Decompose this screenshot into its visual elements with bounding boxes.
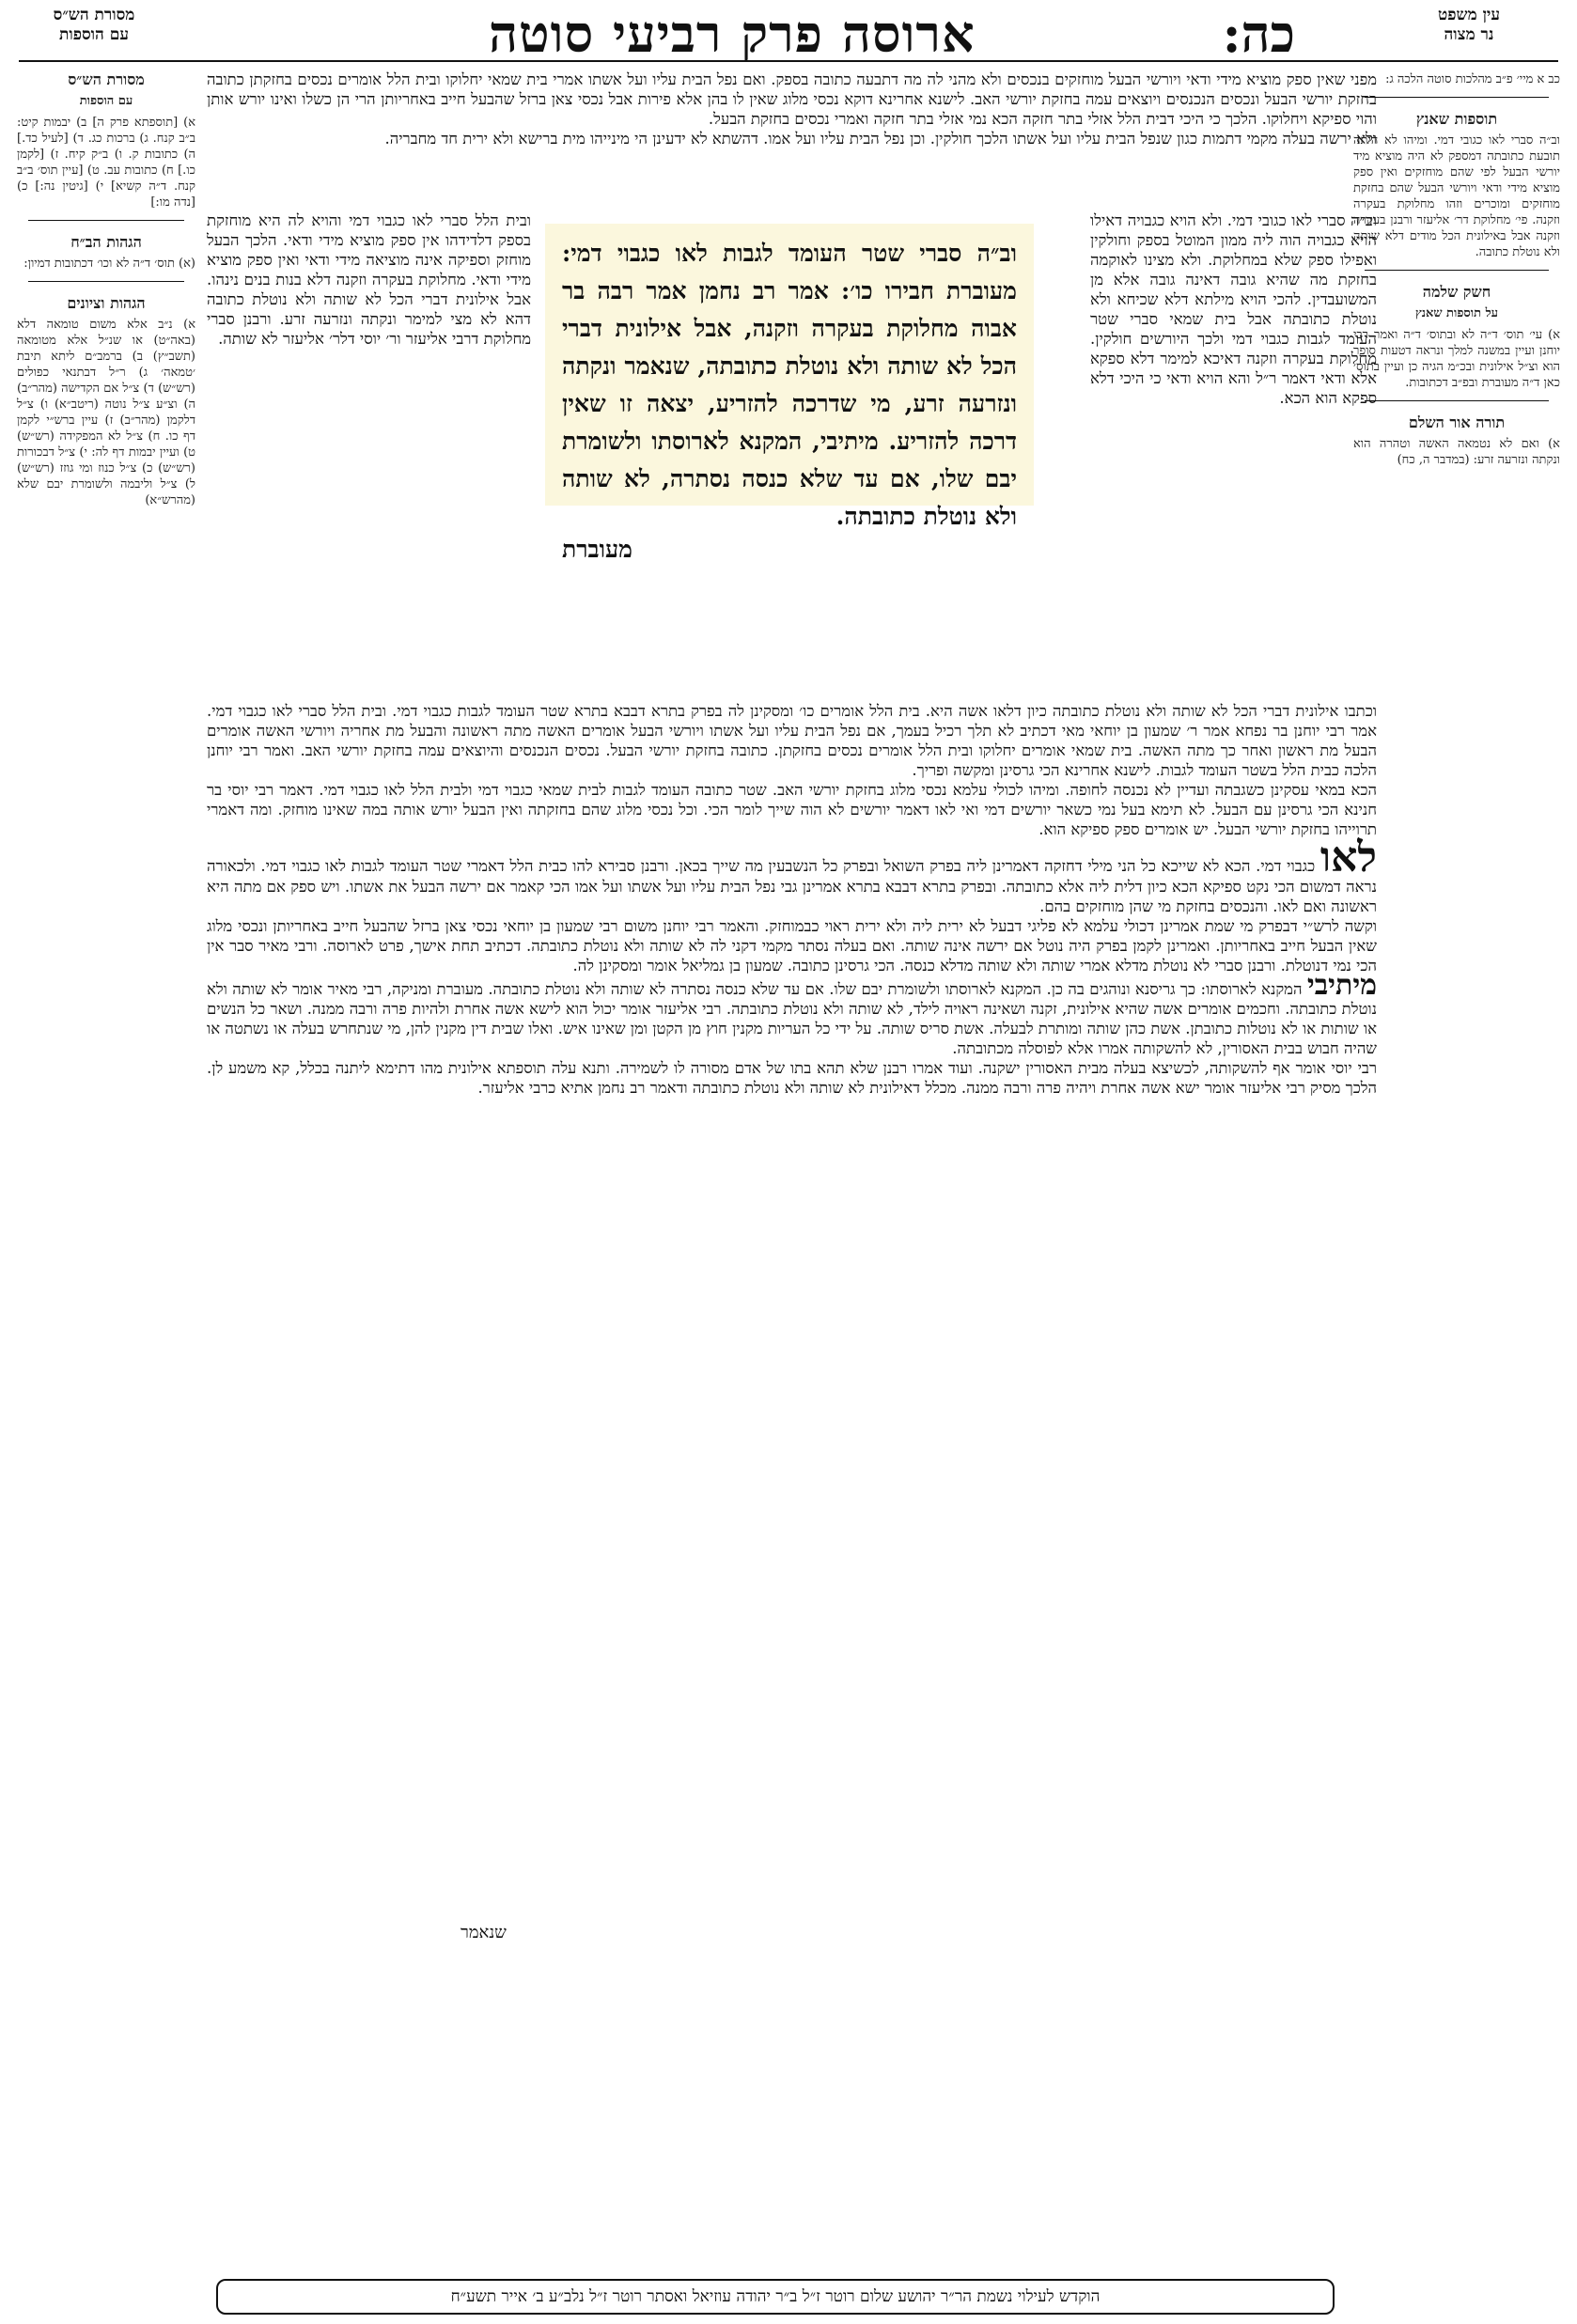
hagahot-tziyunim-text: א) נ״ב אלא משום טומאה דלא (באה״ט) או שנ״ל אלא מטומאה (תשב״ץ) ב) ברמב״ם ליתא תיבת ׳טמאה׳ ג) ר״ל דבתנאי כפולים (רש״ש) ד) צ״ל אם הקדישה (מהר״ב) ה) וצ״ע צ״ל נוטה (ריטב״א) ו) צ״ל דלקמן (מהר״ב) ז) עיין ברש״י לקמן דף כו. ח) צ״ל לא המפקידה (רש״ש) ט) ועיין יבמות דף לה: י) צ״ל דבכורות (רש״ש) כ) צ״ל כנוז ומי גוזז (רש״ש) ל) צ״ל וליבמה ולשומרת יבם שלא (מהרש״א)	[17, 318, 195, 507]
torah-or-text: א) ואם לא נטמאה האשה וטהרה הוא ונקתה ונזרעה זרע: (במדבר ה, כח)	[1353, 437, 1560, 467]
gemara-catchword: מעוברת	[562, 536, 632, 563]
divider	[28, 220, 184, 221]
cheshek-shlomo-subtitle: על תוספות שאנץ	[1414, 306, 1499, 320]
divider	[1365, 270, 1549, 271]
mesorat-subtitle: עם הוספות	[79, 94, 133, 108]
lower-text-1: וכתבו אילונית דברי הכל לא שותה ולא נוטלת כתובתה כיון דלאו אשה היא. בית הלל אומרים כו׳ ומסקינן לה בפרק בתרא דבבא בתרא שטר העומד לגבות כגבוי דמי. ובית הלל סברי לאו כגבוי דמי. אמר רבי יוחנן בר נפחא אמר ר׳ שמעון בן יוחאי מאי דכתיב לא תלך רכיל בעמך, אם נפל הבית עליו ועל אשתו ויורשי הבעל אומרים האשה מתה ראשונה והבעל מת אחריה ויורשי האשה אומרים הבעל מת ראשון ואחר כך מתה האשה. בית שמאי אומרים יחלוקו ובית הלל אומרים נכסים בחזקתן. כתובה בחזקת יורשי הבעל. נכסים הנכנסים והיוצאים עמה בחזקת יורשי האב. ואמר רבי יוחנן הלכה כבית הלל בשטר העומד לגבות. לישנא אחרינא הכי גרסינן ומקשה ופריך.	[207, 702, 1377, 779]
left-margin	[17, 71, 195, 514]
dedication-text: הוקדש לעילוי נשמת הר״ר יהושע שלום רוטר ז״ל ב״ר יהודה עוזיאל ואסתר רוטר ז״ל נלב״ע ב׳ אייר תשע״ח	[450, 2287, 1101, 2306]
lower-text-6: רבי יוסי אומר אף להשקותה, לכשיצא בעלה מבית האסורין ישקנה. ועוד אמרו רבנן שלא תהא בתו של אדם מסורה לו לשמירה. ותנא עלה תוספתא אילונית מהו דתימא ליתנה בכלל, קא משמע לן. הלכך מסיק רבי אליעזר אומר ישא אשה אחרת ויהיה פרה ורבה ממנה. מכלל דאילונית לא שותה ולא נוטלת כתובתה ודאמר רב נחמן אתיא כרבי אליעזר.	[207, 1059, 1377, 1097]
gemara-text: וב״ה סברי שטר העומד לגבות לאו כגבוי דמי: מעוברת חבירו כו׳: אמר רב נחמן אמר רבה בר אבוה מחלוקת בעקרה וזקנה, אבל אילונית דברי הכל לא שותה ולא נוטלת כתובתה, שנאמר ונקתה ונזרעה זרע, מי שדרכה להזריע, יצאה זו שאין דרכה להזריע. מיתיבי, המקנא לארוסתו ולשומרת יבם שלו, אם עד שלא כנסה נסתרה, לא שותה ולא נוטלת כתובתה.	[562, 240, 1017, 530]
hagahot-tziyunim-title: הגהות וציונים	[67, 294, 146, 312]
lower-text-5: המקנא לארוסתו: כך גריסנא ונוהגים בה כן. המקנא לארוסתו ולשומרת יבם שלו. אם עד שלא כנסה נסתרה לא שותה ולא נוטלת כתובתה. מעוברת ומניקה, רבי מאיר אומר לא שותה ולא נוטלת כתובתה. וחכמים אומרים אשה שהיא אילונית, זקנה ושאינה ראויה לילד, לא שותה ולא נוטלת כתובתה. רבי אליעזר אומר יכול הוא לישא אשה אחרת ולהיות פרה ורבה ממנה. ושאר כל הנשים או שותות או לא נוטלות כתובתן. אשת כהן שותה ומותרת לבעלה. אשת סריס שותה. על ידי כל העריות מקנין חוץ מן הקטן ומן שאינו איש. ואלו שבית דין מקנין להן, מי שנתחרש בעלה או נשתטה או שהיה חבוש בבית האסורין, לא להשקותה אמרו אלא לפוסלה מכתובתה.	[207, 980, 1377, 1057]
tosafot-right-text: וב״ה סברי לאו כגובי דמי. ולא הויא כגבויה דאילו הויא כגבויה הוה ליה ממון המוטל בספק וחולקין ואפילו ספק שלא במחלוקת. ולא מצינו לאוקמה בחזקת מה שהיא גובה דאינה גובה אלא מן המשועבדין. להכי הויא מילתא דלא שכיחא ולא נוטלת כתובתה אבל בית שמאי סברי שטר העומד לגבות כגבוי דמי ולכך היורשים חולקין. מחלוקת בעקרה וזקנה דאיכא למימר דלא ספקא אלא ודאי דאמר ר״ל והא הויא ודאי כי היכי דלא ספקא הוא הכא.	[1090, 211, 1377, 407]
lower-text-3: כגבוי דמי. הכא לא שייכא כל הני מילי דחזקה דאמרינן ליה בפרק השואל ובפרק כל הנשבעין מה שייך בכאן. ורבנן סבירא להו כבית הלל דאמרי שטר העומד לגבות לאו כגבוי דמי. ולכאורה נראה דמשום הכי נקט ספיקא הכא כיון דלית ליה אלא כתובתה. ובפרק בתרא דבבא בתרא אמרינן גבי נפל הבית עליו ועל אשתו ועל אמו הכי קאמר אם ירשה הבעל את אשתו. ויש ספק אם מתה היא ראשונה ואם לאו. והנכסים בחזקת מי שהן מוחזקים בהם.	[207, 857, 1377, 915]
middle-section	[207, 211, 1377, 699]
tosafot-right-column	[1090, 211, 1377, 408]
lower-paragraph-5	[207, 969, 1377, 1058]
lower-commentary	[207, 701, 1377, 1098]
lower-paragraph-3	[207, 834, 1377, 916]
header-right-line2: נר מצוה	[1444, 25, 1494, 44]
tosafot-left-text: ובית הלל סברי לאו כגבוי דמי והויא לה היא מוחזקת בספק דלדידהו אין ספק מוציא מידי ודאי. הלכך הבעל מוחזק וספיקה אינה מוציאה מידי ודאי ואין ספק מוציא מידי ודאי. מחלוקת בעקרה וזקנה דלא בנות בנים נינהו. אבל אילונית דברי הכל לא שותה ולא נוטלת כתובה דהא לא מצי למימר ונקתה ונזרעה זרע. ורבנן סברי מחלוקת דרבי אליעזר ור׳ יוסי דלר׳ אליעזר לא שותה.	[207, 211, 531, 348]
hagahot-bach-text: (א) תוס׳ ד״ה לא וכו׳ דכתובות דמיון:	[23, 257, 195, 271]
header-right-line1: עין משפט	[1438, 6, 1500, 24]
page-header	[0, 0, 1577, 66]
mitivi-heading: מיתיבי	[1306, 969, 1377, 1002]
tosafot-shantz-text: וב״ה סברי לאו כגובי דמי. ומיהו לא היתה תובעת כתובתה דמספק לא היה מוציא מיד יורשי הבעל לפי שהם מוחזקים ואין ספק מוציא מידי ודאי ויורשי הבעל שהם בחזקת מוחזקים ומוכרים וזהו מחלוקת בעקרה וזקנה. פי׳ מחלוקת דר׳ אליעזר ורבנן בעקרה וזקנה אבל באילונית הכל מודים דלא שותה ולא נוטלת כתובה.	[1353, 133, 1560, 259]
section-opening-word: לאו	[1319, 834, 1377, 881]
torah-or-title: תורה אור השלם	[1408, 413, 1506, 431]
rashi-top-block	[207, 70, 1377, 148]
cheshek-shlomo-title: חשק שלמה	[1422, 283, 1491, 301]
header-rule	[19, 60, 1558, 62]
dedication-box	[216, 2279, 1335, 2315]
page-catchword: שנאמר	[461, 1923, 507, 1942]
header-left-line1: מסורת הש״ס	[53, 6, 135, 24]
page-title: ארוסה פרק רביעי סוטה	[489, 4, 976, 64]
tosafot-shantz-title: תוספות שאנץ	[1415, 110, 1498, 128]
folio-number: כה:	[1222, 4, 1295, 64]
cheshek-shlomo-text: א) עי׳ תוס׳ ד״ה לא ובתוס׳ ד״ה ואמר רבי יוחנן ועיין במשנה למלך ונראה דטעות סופר הוא וצ״ל אילונית ובכ״מ הגיה כן ועיין בתוס׳ כאן ד״ה מעוברת ובפ״ב דכתובות.	[1353, 328, 1560, 390]
ein-mishpat-text: כב א מיי׳ פ״ב מהלכות סוטה הלכה ג:	[1385, 72, 1560, 86]
rashi-top-continuation: ולא ירשה בעלה מקמי דתמות כגון שנפל הבית עליו ועל אשתו הלכך חולקין. וכן נפל הבית עליו ועל אמו. דהשתא לא ידעינן הי מינייהו מית ברישא ולא ירית חד מחבריה.	[384, 130, 1377, 148]
right-margin	[1353, 71, 1560, 474]
lower-text-4: וקשה לרש״י דבפרק מי שמת אמרינן דכולי עלמא לא פליגי דבעל לא ירית ליה ולא ירית ראוי כבמוחזק. והאמר רבי יוחנן משום רבי שמעון בן יוחאי נכסי צאן ברזל שהבעל חייב באחריותן ונכסי מלוג שאין הבעל חייב באחריותן. ואמרינן לקמן בפרק היה נוטל אם ירשה אינה שותה. ואם בעלה נסתר מקמי דקני לה לא שותה ולא נוטלת כתובתה. דכתיב תחת אישך, פרט לארוסה. ורבי מאיר סבר אין הכי נמי דנוטלת. ורבנן סברי לא נוטלת מדלא אמרי שותה ולא שותה מדלא כנסה. הכי גרסינן כתובה. שמעון בן גמליאל אומר ומסקינן לה.	[207, 917, 1377, 975]
divider	[28, 281, 184, 282]
hagahot-bach-title: הגהות הב״ח	[70, 233, 142, 251]
mesorat-text: א) [תוספתא פרק ה] ב) יבמות קיט: ב״ב קנח. ג) ברכות כג. ד) [לעיל כד.] ה) כתובות ק. ו) ב״ק קיח. ז) [לקמן כו.] ח) כתובות עב. ט) [עיין תוס׳ ב״ב קנח. ד״ה קשיא] י) [גיטין נה:] כ) [נדה מו:]	[17, 116, 195, 210]
mesorat-title: מסורת הש״ס	[68, 70, 145, 88]
rashi-top-text: מפני שאין ספק מוציא מידי ודאי ויורשי הבעל מוחזקים בנכסים ולא מהני לה מה דתבעה כתובה בספק. ואם נפל הבית עליו ועל אשתו אמרי בית שמאי יחלוקו ובית הלל אומרים נכסים בחזקתן כתובה בחזקת יורשי הבעל ונכסים הנכנסים ויוצאים עמה בחזקת יורשי האב. לישנא אחרינא דוקא נכסי מלוג שאין לו בהן אלא פירות אבל נכסי צאן ברזל שהבעל חייב באחריותן הרי הן כשלו ואינו יורש אותן והוי ספיקא ויחלוקו. הלכך כי היכי דבית הלל אזלי בתר חזקה הכא נמי אזלי בתר חזקה ואמרי נכסים בחזקת הבעל.	[207, 70, 1377, 128]
lower-text-2: הכא במאי עסקינן כשגבתה ועדיין לא נכנסה לחופה. ומיהו לכולי עלמא נכסי מלוג בחזקת יורשי האב. שטר כתובה העומד לגבות לבית שמאי כגבוי דמי ולבית הלל לאו כגבוי דמי. דאמר רבי יוסי בר חנינא הכי גרסינן עם הבעל. לא תימא בעל נמי כשאר יורשים דמי ואי לאו דאמר יורשים לא הוה שייך לומר הכי. וכל נכסי מלוג שהם בחזקתה ואין הבעל יורש אותה במה שאינו מוחזק. ומה דאמרי תרוייהו בחזקת יורשי הבעל. יש אומרים ספק ספיקא הוא.	[207, 781, 1377, 838]
divider	[1365, 97, 1549, 98]
divider	[1365, 400, 1549, 401]
header-left-line2: עם הוספות	[59, 25, 129, 44]
tosafot-left-column	[207, 211, 531, 349]
gemara-column	[545, 224, 1034, 563]
